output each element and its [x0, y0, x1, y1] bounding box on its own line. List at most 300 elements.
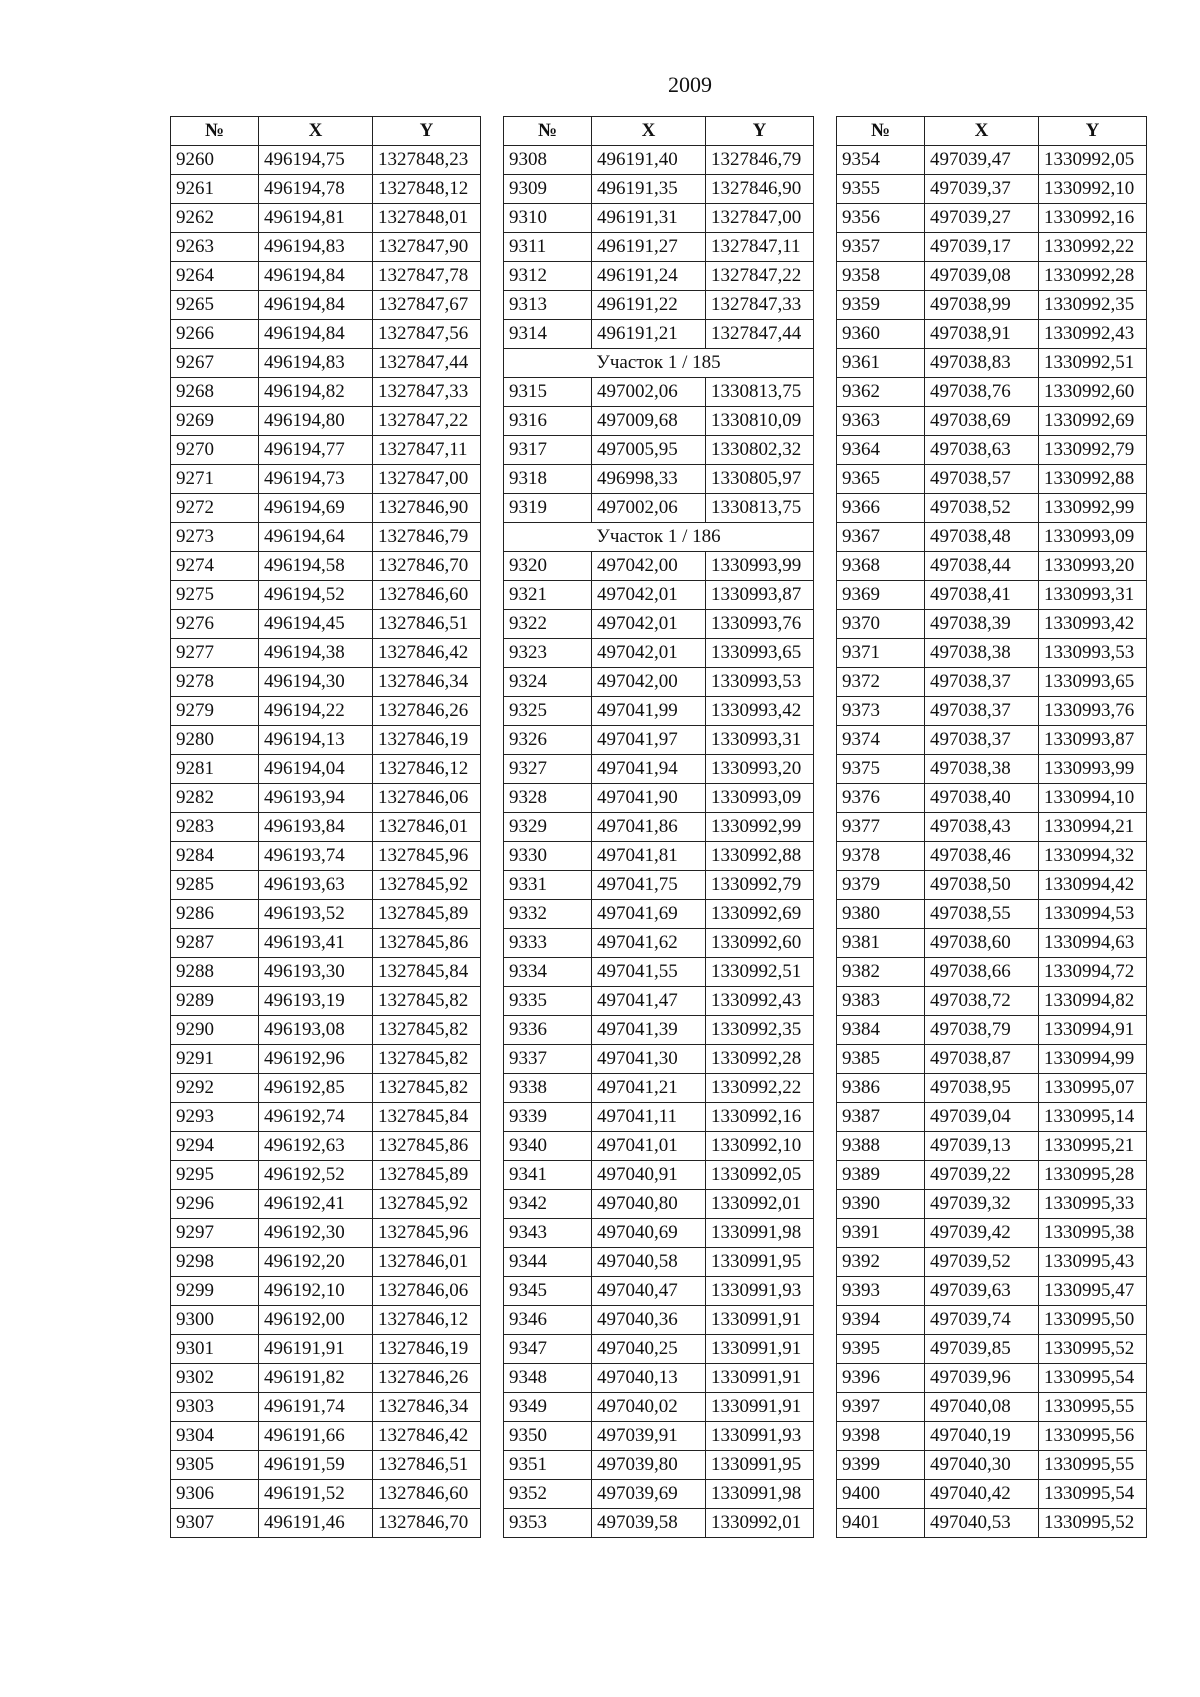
point-number-cell: 9268: [171, 378, 259, 407]
table-row: [504, 697, 814, 726]
x-coordinate-cell: 497038,72: [925, 987, 1039, 1016]
point-number-cell: 9292: [171, 1074, 259, 1103]
x-coordinate-cell: 496194,84: [259, 320, 373, 349]
point-number-cell: 9352: [504, 1480, 592, 1509]
point-number-cell: 9303: [171, 1393, 259, 1422]
x-coordinate-cell: 497005,95: [592, 436, 706, 465]
point-number-cell: 9322: [504, 610, 592, 639]
x-coordinate-cell: 497040,13: [592, 1364, 706, 1393]
x-coordinate-cell: 496193,84: [259, 813, 373, 842]
table-row: [171, 784, 481, 813]
y-coordinate-cell: 1330993,42: [706, 697, 814, 726]
x-coordinate-cell: 496998,33: [592, 465, 706, 494]
point-number-cell: 9314: [504, 320, 592, 349]
x-coordinate-cell: 497039,52: [925, 1248, 1039, 1277]
point-number-cell: 9311: [504, 233, 592, 262]
table-row: [171, 842, 481, 871]
point-number-cell: 9321: [504, 581, 592, 610]
point-number-cell: 9272: [171, 494, 259, 523]
point-number-cell: 9401: [837, 1509, 925, 1538]
section-row: [504, 523, 814, 552]
table-row: [171, 1451, 481, 1480]
header-x: X: [925, 117, 1039, 146]
point-number-cell: 9327: [504, 755, 592, 784]
x-coordinate-cell: 496194,64: [259, 523, 373, 552]
x-coordinate-cell: 496194,77: [259, 436, 373, 465]
y-coordinate-cell: 1330993,20: [706, 755, 814, 784]
table-row: [837, 1306, 1147, 1335]
header-x: X: [259, 117, 373, 146]
point-number-cell: 9260: [171, 146, 259, 175]
x-coordinate-cell: 496194,30: [259, 668, 373, 697]
point-number-cell: 9353: [504, 1509, 592, 1538]
y-coordinate-cell: 1330994,91: [1039, 1016, 1147, 1045]
point-number-cell: 9284: [171, 842, 259, 871]
point-number-cell: 9291: [171, 1045, 259, 1074]
x-coordinate-cell: 497040,08: [925, 1393, 1039, 1422]
y-coordinate-cell: 1330992,16: [706, 1103, 814, 1132]
y-coordinate-cell: 1330993,76: [706, 610, 814, 639]
point-number-cell: 9332: [504, 900, 592, 929]
y-coordinate-cell: 1330992,28: [1039, 262, 1147, 291]
point-number-cell: 9262: [171, 204, 259, 233]
point-number-cell: 9369: [837, 581, 925, 610]
y-coordinate-cell: 1330995,54: [1039, 1364, 1147, 1393]
point-number-cell: 9347: [504, 1335, 592, 1364]
point-number-cell: 9345: [504, 1277, 592, 1306]
y-coordinate-cell: 1330993,20: [1039, 552, 1147, 581]
table-row: [837, 465, 1147, 494]
table-row: [171, 146, 481, 175]
point-number-cell: 9279: [171, 697, 259, 726]
table-row: [171, 1016, 481, 1045]
table-row: [837, 1045, 1147, 1074]
point-number-cell: 9380: [837, 900, 925, 929]
x-coordinate-cell: 497038,63: [925, 436, 1039, 465]
x-coordinate-cell: 497039,32: [925, 1190, 1039, 1219]
y-coordinate-cell: 1327847,44: [706, 320, 814, 349]
table-row: [837, 552, 1147, 581]
table-row: [171, 958, 481, 987]
y-coordinate-cell: 1327845,84: [373, 958, 481, 987]
point-number-cell: 9312: [504, 262, 592, 291]
point-number-cell: 9387: [837, 1103, 925, 1132]
y-coordinate-cell: 1330992,60: [1039, 378, 1147, 407]
y-coordinate-cell: 1330995,52: [1039, 1335, 1147, 1364]
y-coordinate-cell: 1327848,23: [373, 146, 481, 175]
y-coordinate-cell: 1327847,11: [373, 436, 481, 465]
point-number-cell: 9340: [504, 1132, 592, 1161]
x-coordinate-cell: 497038,46: [925, 842, 1039, 871]
x-coordinate-cell: 496193,30: [259, 958, 373, 987]
x-coordinate-cell: 497038,69: [925, 407, 1039, 436]
table-row: [504, 900, 814, 929]
x-coordinate-cell: 496193,94: [259, 784, 373, 813]
y-coordinate-cell: 1327846,19: [373, 726, 481, 755]
y-coordinate-cell: 1330992,88: [1039, 465, 1147, 494]
table-row: [171, 1306, 481, 1335]
table-row: [837, 755, 1147, 784]
x-coordinate-cell: 497002,06: [592, 378, 706, 407]
point-number-cell: 9355: [837, 175, 925, 204]
x-coordinate-cell: 497038,60: [925, 929, 1039, 958]
x-coordinate-cell: 497039,22: [925, 1161, 1039, 1190]
point-number-cell: 9382: [837, 958, 925, 987]
table-row: [837, 1480, 1147, 1509]
y-coordinate-cell: 1327845,89: [373, 900, 481, 929]
table-row: [171, 1480, 481, 1509]
x-coordinate-cell: 497040,02: [592, 1393, 706, 1422]
point-number-cell: 9398: [837, 1422, 925, 1451]
coordinate-table-1: [170, 116, 481, 1538]
y-coordinate-cell: 1330992,35: [1039, 291, 1147, 320]
coordinate-tables: [170, 116, 1150, 1596]
y-coordinate-cell: 1327846,26: [373, 697, 481, 726]
table-row: [504, 407, 814, 436]
y-coordinate-cell: 1327845,86: [373, 1132, 481, 1161]
x-coordinate-cell: 497041,94: [592, 755, 706, 784]
table-row: [504, 929, 814, 958]
table-row: [837, 1248, 1147, 1277]
y-coordinate-cell: 1330993,87: [1039, 726, 1147, 755]
point-number-cell: 9390: [837, 1190, 925, 1219]
table-row: [504, 1132, 814, 1161]
y-coordinate-cell: 1330992,99: [706, 813, 814, 842]
table-row: [837, 668, 1147, 697]
point-number-cell: 9370: [837, 610, 925, 639]
point-number-cell: 9383: [837, 987, 925, 1016]
x-coordinate-cell: 497040,25: [592, 1335, 706, 1364]
table-row: [171, 233, 481, 262]
y-coordinate-cell: 1327848,01: [373, 204, 481, 233]
table-row: [504, 1016, 814, 1045]
x-coordinate-cell: 497040,42: [925, 1480, 1039, 1509]
header-row: [837, 117, 1147, 146]
y-coordinate-cell: 1327847,33: [373, 378, 481, 407]
point-number-cell: 9350: [504, 1422, 592, 1451]
point-number-cell: 9293: [171, 1103, 259, 1132]
x-coordinate-cell: 497041,47: [592, 987, 706, 1016]
x-coordinate-cell: 497042,00: [592, 668, 706, 697]
table-row: [504, 1393, 814, 1422]
table-row: [504, 1161, 814, 1190]
table-row: [837, 929, 1147, 958]
table-row: [837, 726, 1147, 755]
x-coordinate-cell: 496193,63: [259, 871, 373, 900]
point-number-cell: 9305: [171, 1451, 259, 1480]
table-row: [837, 987, 1147, 1016]
x-coordinate-cell: 496194,78: [259, 175, 373, 204]
point-number-cell: 9267: [171, 349, 259, 378]
point-number-cell: 9270: [171, 436, 259, 465]
y-coordinate-cell: 1330993,09: [1039, 523, 1147, 552]
x-coordinate-cell: 497041,86: [592, 813, 706, 842]
point-number-cell: 9274: [171, 552, 259, 581]
point-number-cell: 9283: [171, 813, 259, 842]
point-number-cell: 9372: [837, 668, 925, 697]
table-row: [504, 668, 814, 697]
section-title: Участок 1 / 185: [504, 349, 814, 378]
table-row: [171, 175, 481, 204]
table-row: [837, 900, 1147, 929]
y-coordinate-cell: 1330995,55: [1039, 1393, 1147, 1422]
y-coordinate-cell: 1330992,35: [706, 1016, 814, 1045]
x-coordinate-cell: 497039,42: [925, 1219, 1039, 1248]
table-row: [837, 233, 1147, 262]
header-x: X: [592, 117, 706, 146]
y-coordinate-cell: 1330995,54: [1039, 1480, 1147, 1509]
table-row: [504, 755, 814, 784]
point-number-cell: 9285: [171, 871, 259, 900]
y-coordinate-cell: 1330992,60: [706, 929, 814, 958]
point-number-cell: 9364: [837, 436, 925, 465]
y-coordinate-cell: 1330810,09: [706, 407, 814, 436]
y-coordinate-cell: 1330992,16: [1039, 204, 1147, 233]
y-coordinate-cell: 1330992,51: [1039, 349, 1147, 378]
table-row: [504, 958, 814, 987]
point-number-cell: 9294: [171, 1132, 259, 1161]
y-coordinate-cell: 1330805,97: [706, 465, 814, 494]
x-coordinate-cell: 497038,83: [925, 349, 1039, 378]
y-coordinate-cell: 1330992,22: [1039, 233, 1147, 262]
x-coordinate-cell: 497038,57: [925, 465, 1039, 494]
x-coordinate-cell: 497040,80: [592, 1190, 706, 1219]
x-coordinate-cell: 497041,55: [592, 958, 706, 987]
y-coordinate-cell: 1330992,43: [1039, 320, 1147, 349]
y-coordinate-cell: 1327846,01: [373, 1248, 481, 1277]
table-row: [171, 1393, 481, 1422]
table-row: [504, 1103, 814, 1132]
y-coordinate-cell: 1330993,65: [1039, 668, 1147, 697]
point-number-cell: 9310: [504, 204, 592, 233]
point-number-cell: 9317: [504, 436, 592, 465]
y-coordinate-cell: 1327846,70: [373, 1509, 481, 1538]
point-number-cell: 9271: [171, 465, 259, 494]
table-row: [171, 1219, 481, 1248]
point-number-cell: 9335: [504, 987, 592, 1016]
table-row: [504, 1451, 814, 1480]
point-number-cell: 9339: [504, 1103, 592, 1132]
x-coordinate-cell: 497039,08: [925, 262, 1039, 291]
y-coordinate-cell: 1327845,84: [373, 1103, 481, 1132]
table-row: [171, 523, 481, 552]
y-coordinate-cell: 1330994,21: [1039, 813, 1147, 842]
table-row: [171, 1045, 481, 1074]
x-coordinate-cell: 496192,85: [259, 1074, 373, 1103]
header-number: №: [171, 117, 259, 146]
point-number-cell: 9266: [171, 320, 259, 349]
table-row: [837, 291, 1147, 320]
point-number-cell: 9333: [504, 929, 592, 958]
point-number-cell: 9376: [837, 784, 925, 813]
y-coordinate-cell: 1330992,43: [706, 987, 814, 1016]
x-coordinate-cell: 497042,01: [592, 610, 706, 639]
header-y: Y: [1039, 117, 1147, 146]
table-row: [837, 1277, 1147, 1306]
y-coordinate-cell: 1330995,50: [1039, 1306, 1147, 1335]
x-coordinate-cell: 497038,44: [925, 552, 1039, 581]
y-coordinate-cell: 1330993,99: [1039, 755, 1147, 784]
x-coordinate-cell: 496193,74: [259, 842, 373, 871]
y-coordinate-cell: 1327847,00: [373, 465, 481, 494]
x-coordinate-cell: 496194,83: [259, 349, 373, 378]
table-row: [504, 726, 814, 755]
x-coordinate-cell: 497041,30: [592, 1045, 706, 1074]
table-row: [504, 1074, 814, 1103]
y-coordinate-cell: 1330992,99: [1039, 494, 1147, 523]
x-coordinate-cell: 497038,43: [925, 813, 1039, 842]
header-y: Y: [706, 117, 814, 146]
y-coordinate-cell: 1330991,93: [706, 1277, 814, 1306]
table-row: [171, 1074, 481, 1103]
x-coordinate-cell: 496193,41: [259, 929, 373, 958]
x-coordinate-cell: 496191,40: [592, 146, 706, 175]
x-coordinate-cell: 497041,97: [592, 726, 706, 755]
x-coordinate-cell: 496194,83: [259, 233, 373, 262]
point-number-cell: 9299: [171, 1277, 259, 1306]
y-coordinate-cell: 1330992,28: [706, 1045, 814, 1074]
table-row: [171, 755, 481, 784]
table-row: [837, 1509, 1147, 1538]
point-number-cell: 9381: [837, 929, 925, 958]
y-coordinate-cell: 1327846,79: [373, 523, 481, 552]
y-coordinate-cell: 1330992,10: [706, 1132, 814, 1161]
x-coordinate-cell: 496194,58: [259, 552, 373, 581]
point-number-cell: 9331: [504, 871, 592, 900]
table-row: [171, 610, 481, 639]
point-number-cell: 9281: [171, 755, 259, 784]
point-number-cell: 9378: [837, 842, 925, 871]
point-number-cell: 9367: [837, 523, 925, 552]
table-row: [171, 1277, 481, 1306]
x-coordinate-cell: 497039,96: [925, 1364, 1039, 1393]
point-number-cell: 9336: [504, 1016, 592, 1045]
point-number-cell: 9315: [504, 378, 592, 407]
point-number-cell: 9318: [504, 465, 592, 494]
table-row: [504, 1422, 814, 1451]
y-coordinate-cell: 1330994,63: [1039, 929, 1147, 958]
table-row: [504, 1248, 814, 1277]
point-number-cell: 9363: [837, 407, 925, 436]
page-number: 2009: [668, 72, 712, 97]
table-row: [504, 552, 814, 581]
point-number-cell: 9282: [171, 784, 259, 813]
point-number-cell: 9297: [171, 1219, 259, 1248]
table-row: [504, 1045, 814, 1074]
y-coordinate-cell: 1330993,31: [706, 726, 814, 755]
x-coordinate-cell: 497041,99: [592, 697, 706, 726]
point-number-cell: 9304: [171, 1422, 259, 1451]
table-row: [171, 726, 481, 755]
y-coordinate-cell: 1327846,12: [373, 1306, 481, 1335]
y-coordinate-cell: 1330992,05: [706, 1161, 814, 1190]
point-number-cell: 9391: [837, 1219, 925, 1248]
x-coordinate-cell: 496191,52: [259, 1480, 373, 1509]
x-coordinate-cell: 497039,04: [925, 1103, 1039, 1132]
x-coordinate-cell: 497041,81: [592, 842, 706, 871]
table-row: [171, 349, 481, 378]
y-coordinate-cell: 1330993,53: [706, 668, 814, 697]
table-row: [171, 378, 481, 407]
x-coordinate-cell: 497038,39: [925, 610, 1039, 639]
point-number-cell: 9385: [837, 1045, 925, 1074]
section-row: [504, 349, 814, 378]
point-number-cell: 9309: [504, 175, 592, 204]
point-number-cell: 9374: [837, 726, 925, 755]
table-row: [171, 494, 481, 523]
y-coordinate-cell: 1327846,01: [373, 813, 481, 842]
point-number-cell: 9342: [504, 1190, 592, 1219]
point-number-cell: 9344: [504, 1248, 592, 1277]
y-coordinate-cell: 1327846,19: [373, 1335, 481, 1364]
x-coordinate-cell: 497039,27: [925, 204, 1039, 233]
point-number-cell: 9343: [504, 1219, 592, 1248]
y-coordinate-cell: 1327846,34: [373, 1393, 481, 1422]
table-row: [171, 871, 481, 900]
x-coordinate-cell: 496192,10: [259, 1277, 373, 1306]
x-coordinate-cell: 496192,41: [259, 1190, 373, 1219]
x-coordinate-cell: 496192,52: [259, 1161, 373, 1190]
x-coordinate-cell: 496193,19: [259, 987, 373, 1016]
x-coordinate-cell: 497042,01: [592, 639, 706, 668]
point-number-cell: 9307: [171, 1509, 259, 1538]
y-coordinate-cell: 1330994,32: [1039, 842, 1147, 871]
y-coordinate-cell: 1327845,82: [373, 1016, 481, 1045]
table-row: [171, 291, 481, 320]
x-coordinate-cell: 496192,74: [259, 1103, 373, 1132]
x-coordinate-cell: 497042,01: [592, 581, 706, 610]
y-coordinate-cell: 1327847,78: [373, 262, 481, 291]
y-coordinate-cell: 1327848,12: [373, 175, 481, 204]
y-coordinate-cell: 1327846,60: [373, 581, 481, 610]
point-number-cell: 9313: [504, 291, 592, 320]
table-row: [837, 349, 1147, 378]
y-coordinate-cell: 1327846,90: [373, 494, 481, 523]
table-row: [504, 1364, 814, 1393]
x-coordinate-cell: 496192,30: [259, 1219, 373, 1248]
table-row: [837, 494, 1147, 523]
point-number-cell: 9328: [504, 784, 592, 813]
table-row: [837, 175, 1147, 204]
x-coordinate-cell: 497041,62: [592, 929, 706, 958]
table-row: [837, 1335, 1147, 1364]
table-row: [504, 175, 814, 204]
table-row: [837, 320, 1147, 349]
table-row: [504, 1190, 814, 1219]
x-coordinate-cell: 496191,35: [592, 175, 706, 204]
x-coordinate-cell: 497040,19: [925, 1422, 1039, 1451]
x-coordinate-cell: 496194,13: [259, 726, 373, 755]
table-row: [837, 1422, 1147, 1451]
y-coordinate-cell: 1327847,22: [706, 262, 814, 291]
table-row: [837, 146, 1147, 175]
y-coordinate-cell: 1327845,92: [373, 871, 481, 900]
table-row: [504, 291, 814, 320]
x-coordinate-cell: 497038,38: [925, 639, 1039, 668]
point-number-cell: 9324: [504, 668, 592, 697]
x-coordinate-cell: 497039,58: [592, 1509, 706, 1538]
table-row: [171, 262, 481, 291]
y-coordinate-cell: 1327846,60: [373, 1480, 481, 1509]
y-coordinate-cell: 1330813,75: [706, 378, 814, 407]
table-row: [171, 1132, 481, 1161]
point-number-cell: 9301: [171, 1335, 259, 1364]
x-coordinate-cell: 497038,52: [925, 494, 1039, 523]
y-coordinate-cell: 1330992,69: [1039, 407, 1147, 436]
table-row: [504, 233, 814, 262]
y-coordinate-cell: 1330995,21: [1039, 1132, 1147, 1161]
table-row: [504, 378, 814, 407]
